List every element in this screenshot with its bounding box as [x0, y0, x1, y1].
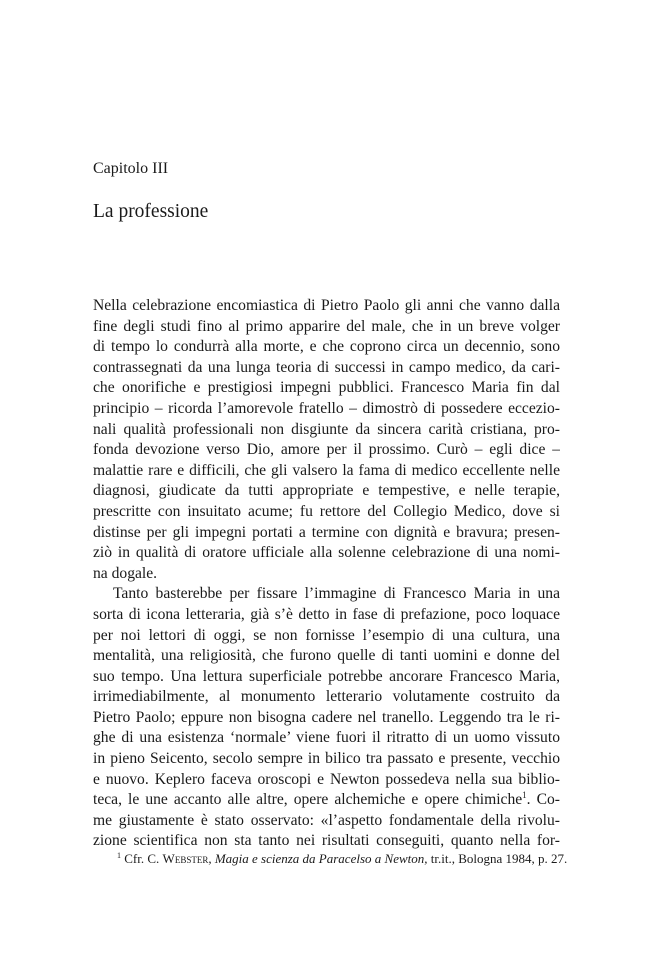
footnote-sep: ,: [208, 851, 215, 866]
body-line: [93, 646, 560, 667]
body-line: [93, 399, 560, 420]
body-line: [93, 358, 560, 379]
body-line-text: per noi lettori di oggi, se non fornisse l’esempio di una cultura, una: [93, 626, 560, 644]
body-line-text: malattie rare e difficili, che gli valsero la fama di medico eccellente nelle: [93, 461, 560, 479]
body-line-text: na dogale.: [93, 564, 158, 582]
footnote-work: Magia e scienza da Paracelso a Newton,: [214, 851, 428, 866]
body-line-text: sorta di icona letteraria, già s’è detto in fase di prefazione, poco loquace: [93, 605, 560, 623]
chapter-label: Capitolo III: [93, 160, 169, 177]
body-line-text: ziò in qualità di oratore ufficiale alla solenne celebrazione di una nomi-: [93, 544, 560, 562]
body-line: [93, 626, 560, 647]
body-line: [93, 481, 560, 502]
footnote-reference: 1: [522, 790, 527, 801]
body-line-text: in pieno Seicento, secolo sempre in bilico tra passato e presente, vecchio: [93, 750, 560, 768]
body-line: [93, 708, 560, 729]
body-line-text: e nuovo. Keplero faceva oroscopi e Newton possedeva nella sua biblio-: [93, 770, 560, 788]
body-line-text: Pietro Paolo; eppure non bisogna cadere nel tranello. Leggendo tra le ri-: [93, 708, 560, 726]
body-line-text: contrassegnati da una lunga teoria di successi in campo medico, da cari-: [93, 358, 560, 376]
body-line: [93, 543, 560, 564]
footnote-prefix: Cfr. C.: [124, 851, 163, 866]
chapter-title: La professione: [93, 201, 209, 222]
body-line-text: me giustamente è stato osservato: «l’aspetto fondamentale della rivolu-: [93, 811, 560, 829]
body-line: [93, 728, 560, 749]
body-line-text: zione scientifica non sta tanto nei risultati conseguiti, quanto nella for-: [93, 832, 560, 850]
body-line-text: fine degli studi fino al primo apparire del male, che in un breve volger: [93, 317, 560, 335]
body-line: [93, 296, 560, 317]
body-line-text-after: . Co-: [526, 791, 560, 809]
footnote-author: Webster: [162, 851, 209, 866]
body-line-text: suo tempo. Una lettura superficiale potrebbe ancorare Francesco Maria,: [93, 667, 560, 685]
body-line-text: che onorifiche e prestigiosi impegni pubblici. Francesco Maria fin dal: [93, 379, 560, 397]
footnote-rest: tr.it., Bologna 1984, p. 27.: [427, 851, 568, 866]
body-line-text: ghe di una esistenza ‘normale’ viene fuori il ritratto di un uomo vissuto: [93, 729, 560, 747]
body-line-text: Tanto basterebbe per fissare l’immagine di Francesco Maria in una: [113, 585, 560, 603]
body-line: [93, 605, 560, 626]
body-line: [93, 523, 560, 544]
body-line: [93, 317, 560, 338]
body-line-text: diagnosi, giudicate da tutti appropriate e tempestive, e nelle terapie,: [93, 482, 560, 500]
body-line: [93, 831, 560, 852]
body-line: [93, 378, 560, 399]
body-line-text: Nella celebrazione encomiastica di Pietro Paolo gli anni che vanno dalla: [93, 297, 560, 314]
body-line-text: distinse per gli impegni portati a termine con dignità e bravura; presen-: [93, 523, 560, 541]
body-line: [93, 667, 560, 688]
body-line: [93, 749, 560, 770]
body-line-text: nali qualità professionali non disgiunte da sincera carità cristiana, pro-: [93, 420, 560, 438]
body-line: [93, 440, 560, 461]
body-line: [93, 564, 560, 585]
body-line-text: teca, le une accanto alle altre, opere alchemiche e opere chimiche: [93, 791, 523, 809]
body-line: [93, 770, 560, 791]
body-line: [93, 420, 560, 441]
body-line: [93, 502, 560, 523]
body-line-text: prescritte con insuitato acume; fu rettore del Collegio Medico, dove si: [93, 502, 560, 520]
body-line: [93, 461, 560, 482]
body-line-text: irrimediabilmente, al monumento letterario volutamente costruito da: [93, 688, 560, 706]
body-line-text: principio – ricorda l’amorevole fratello – dimostrò di possedere eccezio-: [93, 399, 560, 417]
body-line-text: fonda devozione verso Dio, amore per il prossimo. Curò – egli dice –: [93, 441, 560, 459]
body-line-text: di tempo lo condurrà alla morte, e che coprono circa un decennio, sono: [93, 338, 560, 356]
footnote: [117, 851, 567, 867]
body-line-text: mentalità, una religiosità, che furono quelle di tanti uomini e donne del: [93, 647, 560, 665]
body-text: [93, 296, 560, 852]
body-line: [93, 584, 560, 605]
body-line: [93, 790, 560, 811]
footnote-marker: 1: [117, 851, 121, 860]
body-line: [93, 811, 560, 832]
body-line: [93, 337, 560, 358]
body-line: [93, 687, 560, 708]
